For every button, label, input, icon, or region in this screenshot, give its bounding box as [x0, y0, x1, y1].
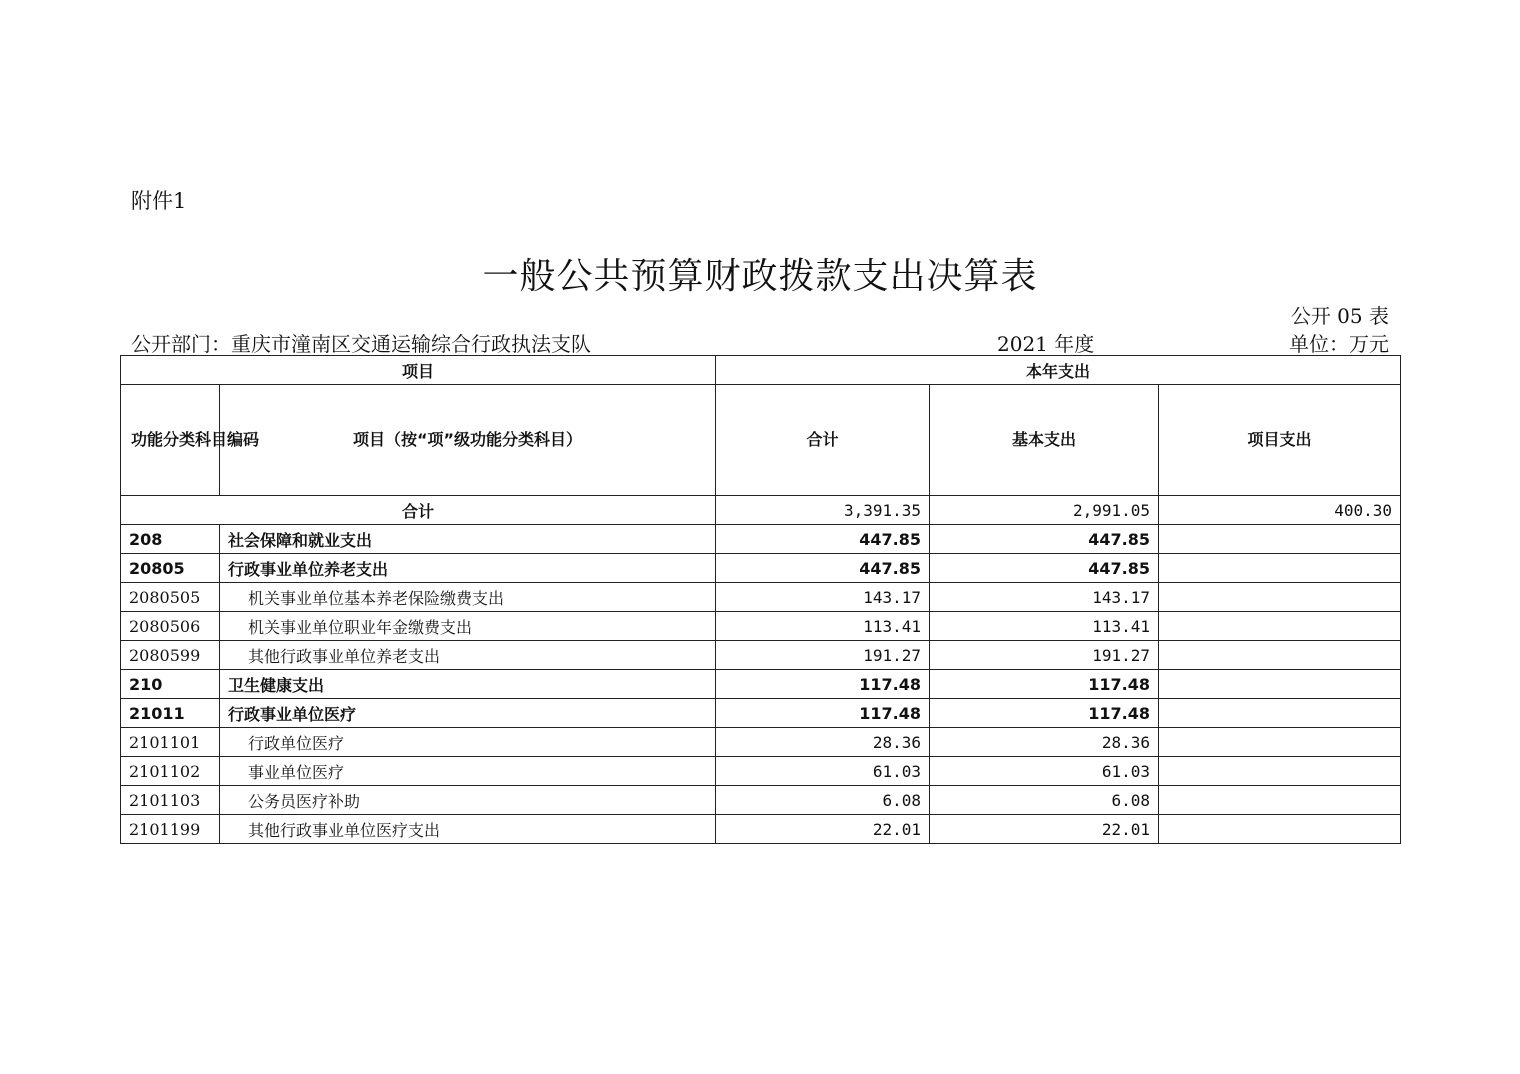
row-project: [1159, 554, 1401, 583]
budget-table: [120, 355, 1401, 844]
code-column-header: 功能分类科目编码: [121, 385, 220, 496]
total-row: [121, 496, 1401, 525]
row-name: 社会保障和就业支出: [220, 525, 716, 554]
table-row: [121, 786, 1401, 815]
total-row-total: 3,391.35: [716, 496, 930, 525]
project-group-header: 项目: [121, 356, 716, 385]
basic-column-header: 基本支出: [930, 385, 1159, 496]
table-row: [121, 728, 1401, 757]
row-name: 其他行政事业单位养老支出: [220, 641, 716, 670]
total-column-header: 合计: [716, 385, 930, 496]
row-code: 2080506: [121, 612, 220, 641]
unit-label: 单位：万元: [1289, 332, 1389, 356]
row-basic: 447.85: [930, 525, 1159, 554]
row-total: 447.85: [716, 525, 930, 554]
header-row-group: [121, 356, 1401, 385]
attachment-label: 附件1: [131, 189, 187, 213]
row-project: [1159, 786, 1401, 815]
row-code: 210: [121, 670, 220, 699]
row-name: 行政事业单位医疗: [220, 699, 716, 728]
row-code: 2080599: [121, 641, 220, 670]
row-project: [1159, 583, 1401, 612]
row-basic: 28.36: [930, 728, 1159, 757]
row-total: 113.41: [716, 612, 930, 641]
table-row: [121, 670, 1401, 699]
row-basic: 143.17: [930, 583, 1159, 612]
row-project: [1159, 815, 1401, 844]
row-code: 21011: [121, 699, 220, 728]
row-total: 117.48: [716, 699, 930, 728]
row-basic: 191.27: [930, 641, 1159, 670]
table-body: [121, 496, 1401, 844]
row-basic: 22.01: [930, 815, 1159, 844]
row-basic: 113.41: [930, 612, 1159, 641]
table-row: [121, 583, 1401, 612]
row-name: 机关事业单位基本养老保险缴费支出: [220, 583, 716, 612]
row-name: 机关事业单位职业年金缴费支出: [220, 612, 716, 641]
total-row-label: 合计: [121, 496, 716, 525]
row-name: 行政单位医疗: [220, 728, 716, 757]
table-row: [121, 757, 1401, 786]
row-code: 2080505: [121, 583, 220, 612]
table-row: [121, 554, 1401, 583]
row-code: 208: [121, 525, 220, 554]
row-basic: 61.03: [930, 757, 1159, 786]
page-title: 一般公共预算财政拨款支出决算表: [482, 256, 1038, 297]
row-basic: 6.08: [930, 786, 1159, 815]
table-row: [121, 612, 1401, 641]
table-row: [121, 815, 1401, 844]
year-label: 2021 年度: [997, 332, 1095, 356]
row-code: 2101199: [121, 815, 220, 844]
row-code: 20805: [121, 554, 220, 583]
row-total: 447.85: [716, 554, 930, 583]
row-name: 事业单位医疗: [220, 757, 716, 786]
row-basic: 447.85: [930, 554, 1159, 583]
header-row-columns: [121, 385, 1401, 496]
row-name: 其他行政事业单位医疗支出: [220, 815, 716, 844]
total-row-basic: 2,991.05: [930, 496, 1159, 525]
row-total: 22.01: [716, 815, 930, 844]
table-number: 公开 05 表: [1290, 304, 1389, 328]
row-project: [1159, 670, 1401, 699]
row-total: 117.48: [716, 670, 930, 699]
row-code: 2101103: [121, 786, 220, 815]
row-total: 61.03: [716, 757, 930, 786]
row-name: 公务员医疗补助: [220, 786, 716, 815]
table-row: [121, 525, 1401, 554]
meta-row: [131, 328, 1389, 354]
row-basic: 117.48: [930, 699, 1159, 728]
row-code: 2101101: [121, 728, 220, 757]
row-total: 6.08: [716, 786, 930, 815]
row-project: [1159, 612, 1401, 641]
row-project: [1159, 728, 1401, 757]
row-project: [1159, 641, 1401, 670]
row-total: 143.17: [716, 583, 930, 612]
current-year-group-header: 本年支出: [716, 356, 1401, 385]
row-total: 28.36: [716, 728, 930, 757]
row-name: 行政事业单位养老支出: [220, 554, 716, 583]
total-row-project: 400.30: [1159, 496, 1401, 525]
department-label: 公开部门：重庆市潼南区交通运输综合行政执法支队: [131, 332, 591, 356]
row-name: 卫生健康支出: [220, 670, 716, 699]
row-project: [1159, 699, 1401, 728]
row-project: [1159, 525, 1401, 554]
row-basic: 117.48: [930, 670, 1159, 699]
table-row: [121, 641, 1401, 670]
row-project: [1159, 757, 1401, 786]
row-code: 2101102: [121, 757, 220, 786]
table-row: [121, 699, 1401, 728]
project-column-header: 项目支出: [1159, 385, 1401, 496]
name-column-header: 项目（按“项”级功能分类科目）: [220, 385, 716, 496]
row-total: 191.27: [716, 641, 930, 670]
